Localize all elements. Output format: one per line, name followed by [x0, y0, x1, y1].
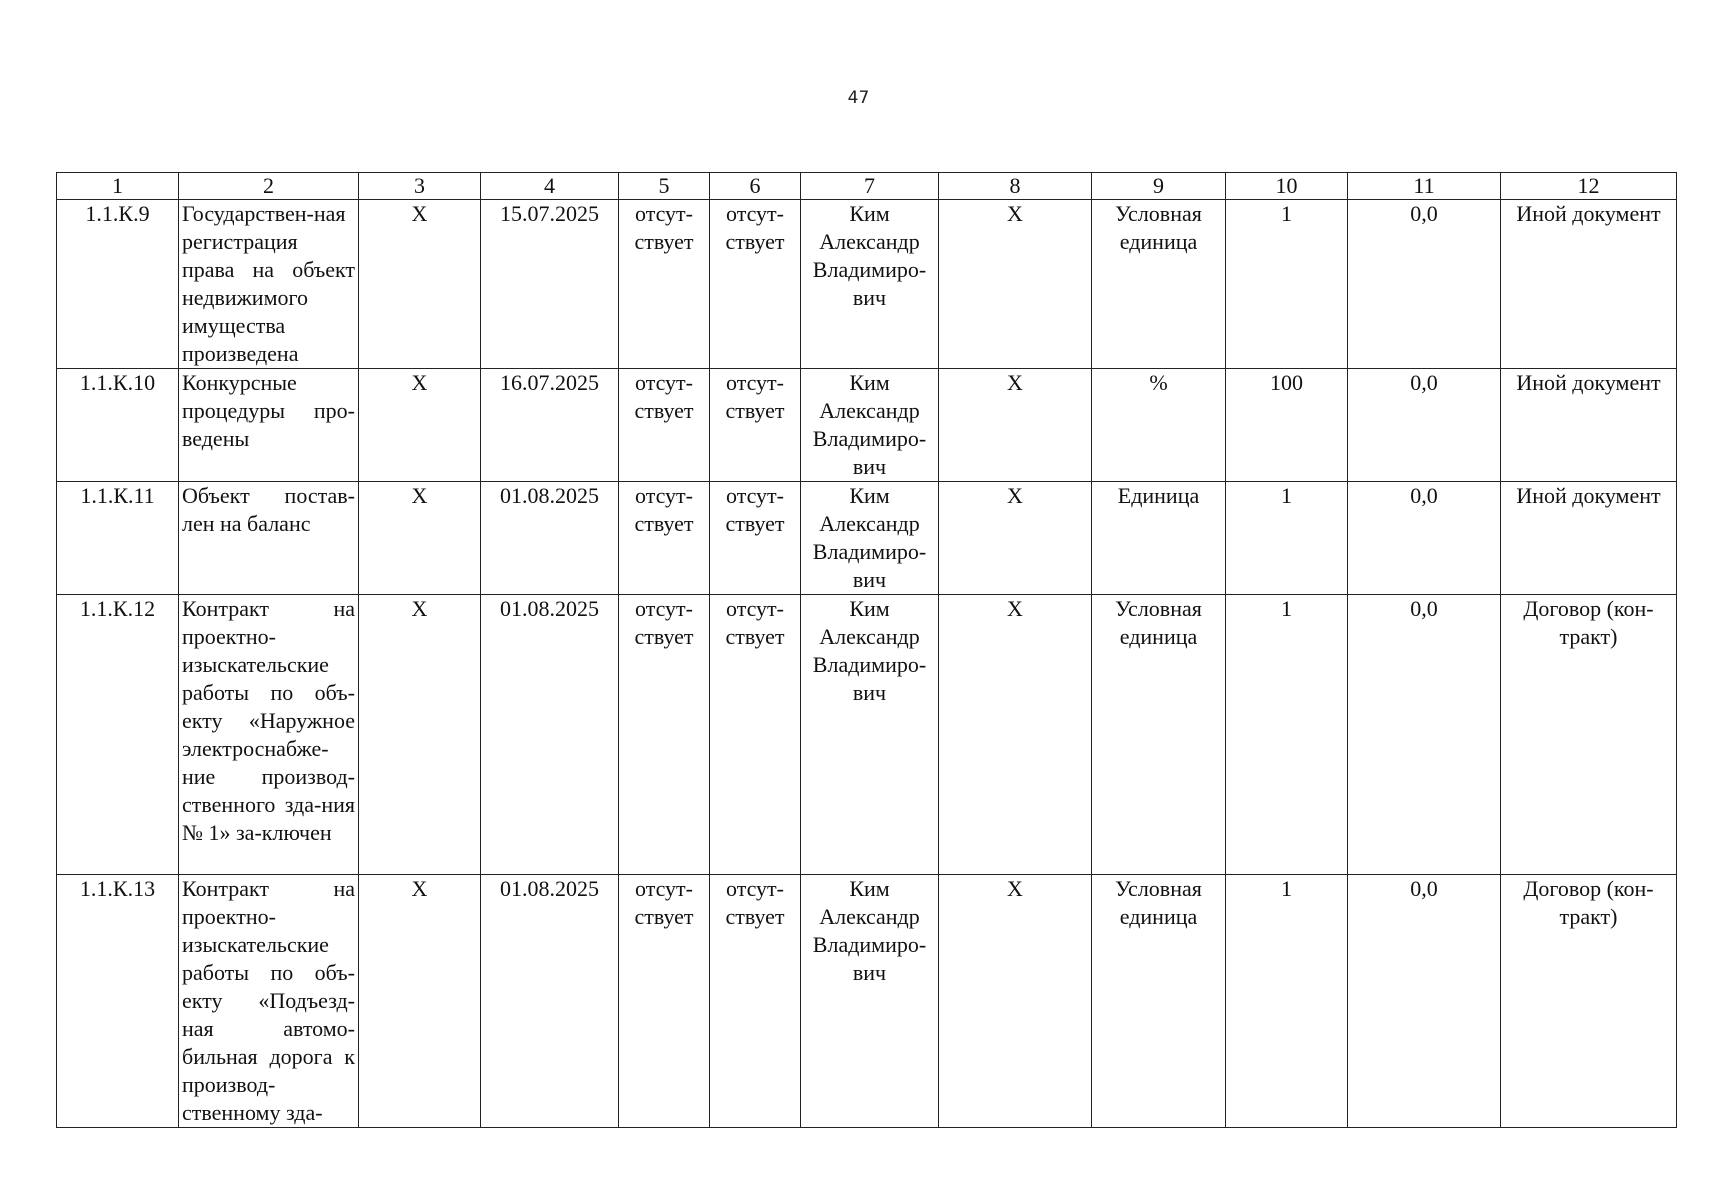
row-description: Государствен-ная регистрация права на объект недвижимого имущества произведена	[179, 200, 359, 369]
row-col3: Х	[359, 875, 481, 1128]
row-responsible: Ким Александр Владимиро-вич	[801, 875, 939, 1128]
row-description: Контракт на проектно-изыскательские работы по объ-екту «Наружное электроснабже-ние производ-ственного зда-ния № 1» за-ключен	[179, 595, 359, 875]
row-doc-type: Договор (кон-тракт)	[1501, 595, 1677, 875]
column-header: 6	[710, 173, 801, 200]
row-description: Объект постав-лен на баланс	[179, 482, 359, 595]
row-col11: 0,0	[1348, 875, 1501, 1128]
column-header: 5	[619, 173, 710, 200]
column-header: 1	[57, 173, 179, 200]
row-doc-type: Иной документ	[1501, 369, 1677, 482]
row-col3: Х	[359, 595, 481, 875]
row-responsible: Ким Александр Владимиро-вич	[801, 482, 939, 595]
table-row	[57, 369, 1677, 482]
row-col6: отсут-ствует	[710, 482, 801, 595]
row-unit: Условная единица	[1092, 875, 1226, 1128]
row-col10: 1	[1226, 482, 1348, 595]
row-date: 01.08.2025	[481, 482, 619, 595]
table-row	[57, 482, 1677, 595]
row-col5: отсут-ствует	[619, 595, 710, 875]
column-header: 3	[359, 173, 481, 200]
row-id: 1.1.К.9	[57, 200, 179, 369]
row-doc-type: Договор (кон-тракт)	[1501, 875, 1677, 1128]
row-col11: 0,0	[1348, 369, 1501, 482]
row-col11: 0,0	[1348, 200, 1501, 369]
row-id: 1.1.К.11	[57, 482, 179, 595]
page-number: 47	[847, 88, 870, 108]
row-col8: Х	[939, 875, 1092, 1128]
row-responsible: Ким Александр Владимиро-вич	[801, 200, 939, 369]
row-unit: Единица	[1092, 482, 1226, 595]
row-col8: Х	[939, 200, 1092, 369]
table-row	[57, 595, 1677, 875]
row-description: Конкурсные процедуры про-ведены	[179, 369, 359, 482]
row-col5: отсут-ствует	[619, 200, 710, 369]
row-col6: отсут-ствует	[710, 875, 801, 1128]
row-col8: Х	[939, 482, 1092, 595]
row-id: 1.1.К.12	[57, 595, 179, 875]
row-unit: Условная единица	[1092, 200, 1226, 369]
row-col10: 1	[1226, 595, 1348, 875]
row-unit: %	[1092, 369, 1226, 482]
row-col3: Х	[359, 482, 481, 595]
row-date: 15.07.2025	[481, 200, 619, 369]
row-col3: Х	[359, 369, 481, 482]
row-responsible: Ким Александр Владимиро-вич	[801, 595, 939, 875]
row-col10: 1	[1226, 200, 1348, 369]
row-col10: 1	[1226, 875, 1348, 1128]
row-col8: Х	[939, 369, 1092, 482]
row-doc-type: Иной документ	[1501, 482, 1677, 595]
row-col6: отсут-ствует	[710, 369, 801, 482]
row-col11: 0,0	[1348, 595, 1501, 875]
row-col11: 0,0	[1348, 482, 1501, 595]
row-col3: Х	[359, 200, 481, 369]
row-date: 16.07.2025	[481, 369, 619, 482]
column-header: 9	[1092, 173, 1226, 200]
row-col5: отсут-ствует	[619, 369, 710, 482]
column-header: 2	[179, 173, 359, 200]
row-col5: отсут-ствует	[619, 875, 710, 1128]
row-col6: отсут-ствует	[710, 595, 801, 875]
row-col6: отсут-ствует	[710, 200, 801, 369]
row-description: Контракт на проектно-изыскательские работы по объ-екту «Подъезд-ная автомо-бильная дорога к производ-ственному зда-	[179, 875, 359, 1128]
row-col8: Х	[939, 595, 1092, 875]
row-col10: 100	[1226, 369, 1348, 482]
column-header: 8	[939, 173, 1092, 200]
row-date: 01.08.2025	[481, 595, 619, 875]
column-header: 7	[801, 173, 939, 200]
row-unit: Условная единица	[1092, 595, 1226, 875]
row-date: 01.08.2025	[481, 875, 619, 1128]
column-number-row	[57, 173, 1677, 200]
column-header: 10	[1226, 173, 1348, 200]
row-col5: отсут-ствует	[619, 482, 710, 595]
column-header: 12	[1501, 173, 1677, 200]
table-row	[57, 200, 1677, 369]
column-header: 4	[481, 173, 619, 200]
row-id: 1.1.К.10	[57, 369, 179, 482]
schedule-table	[56, 172, 1677, 1128]
column-header: 11	[1348, 173, 1501, 200]
table-row	[57, 875, 1677, 1128]
row-id: 1.1.К.13	[57, 875, 179, 1128]
row-doc-type: Иной документ	[1501, 200, 1677, 369]
row-responsible: Ким Александр Владимиро-вич	[801, 369, 939, 482]
